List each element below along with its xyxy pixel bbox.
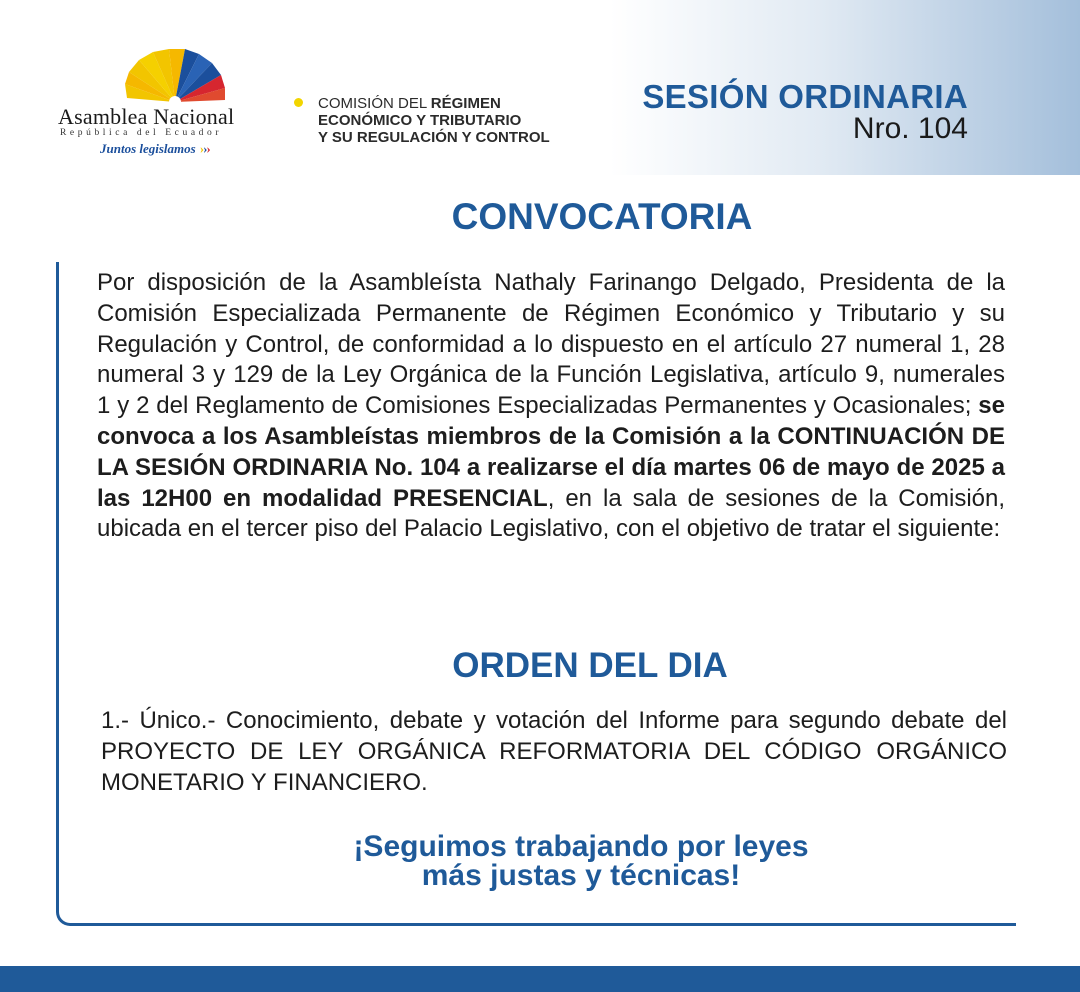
closing-slogan [66, 832, 1080, 890]
slogan-arrows-icon: ››› [199, 141, 210, 156]
asamblea-nacional-logo [58, 48, 288, 158]
condor-emblem-icon [120, 48, 230, 104]
convocatoria-outro: , en la sala de sesiones de la Comisión, ubicada en el tercer piso del Palacio Legislativo, con el objetivo de tratar el siguiente: [97, 484, 1006, 543]
session-title: SESIÓN ORDINARIA [642, 78, 968, 115]
slogan-text: Juntos legislamos [100, 141, 196, 156]
orden-item: 1.- Único.- Conocimiento, debate y votación del Informe para segundo debate del PROYECTO DE LEY ORGÁNICA REFORMATORIA DEL CÓDIGO ORGÁNICO MONETARIO Y FINANCIERO. [101, 707, 1007, 796]
convocatoria-body [97, 268, 1005, 545]
logo-slogan [100, 141, 210, 157]
convocatoria-intro: Por disposición de la Asambleísta Nathaly Farinango Delgado, Presidenta de la Comisión Especializada Permanente de Régimen Económico y Tributario y su Regulación y Control, de conformidad a lo dispuesto en el artículo 27 numeral 1, 28 numeral 3 y 129 de la Ley Orgánica de la Función Legislativa, artículo 9, numerales 1 y 2 del Reglamento de Comisiones Especializadas Permanentes y Ocasionales; [97, 269, 1005, 420]
commission-line-2: ECONÓMICO Y TRIBUTARIO [318, 112, 522, 129]
convocatoria-bold: se convoca a los Asambleístas miembros de la Comisión a la CONTINUACIÓN DE LA SESIÓN ORDINARIA No. 104 a realizarse el día martes 06 de mayo de 2025 a las 12H00 en modalidad PRESENCIAL [97, 392, 1005, 512]
closing-line-2: más justas y técnicas! [421, 859, 741, 892]
closing-line-1: ¡Seguimos trabajando por leyes [353, 830, 809, 863]
convocatoria-heading: CONVOCATORIA [451, 196, 753, 237]
commission-name [318, 95, 550, 146]
logo-subtitle: República del Ecuador [60, 128, 223, 138]
orden-heading: ORDEN DEL DIA [452, 646, 728, 685]
commission-line-3: Y SU REGULACIÓN Y CONTROL [318, 129, 550, 146]
header [0, 0, 1080, 175]
session-number: Nro. 104 [852, 112, 968, 145]
commission-line-1: COMISIÓN DEL RÉGIMEN [318, 95, 501, 112]
footer-bar [0, 966, 1080, 992]
bullet-dot-icon [294, 98, 303, 107]
logo-name: Asamblea Nacional [58, 104, 235, 129]
